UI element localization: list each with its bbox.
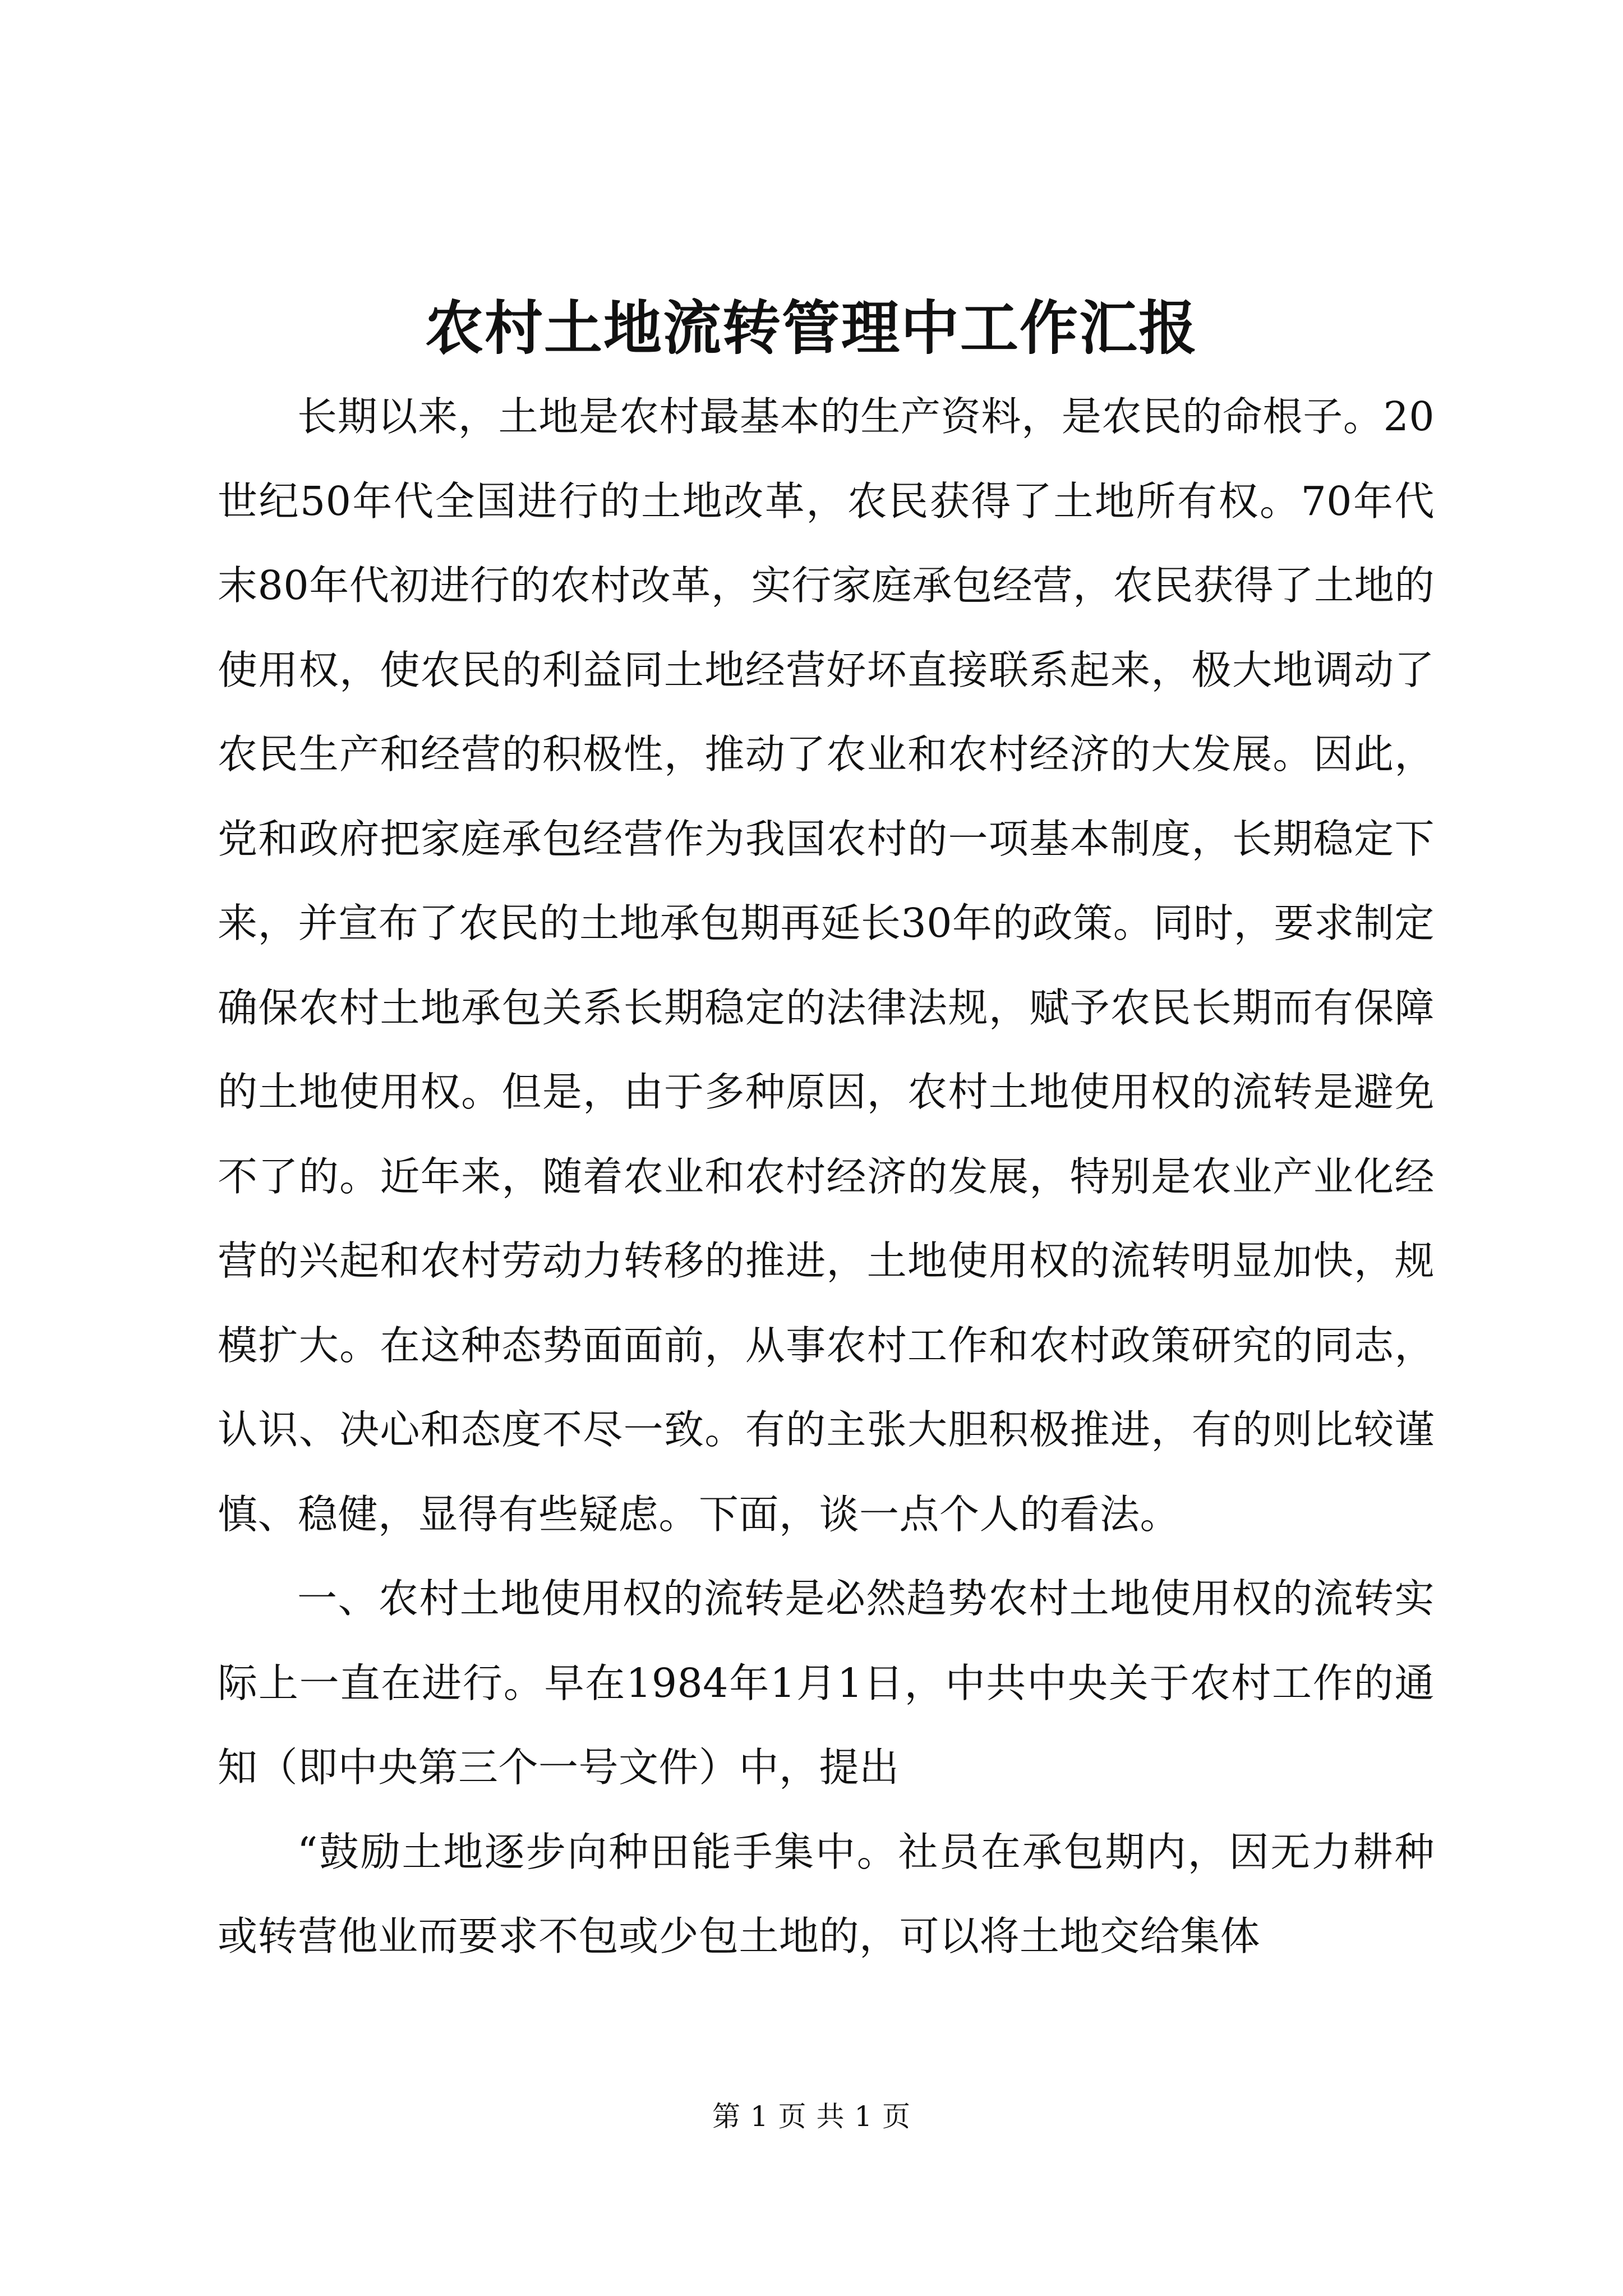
document-title: 农村土地流转管理中工作汇报 (425, 293, 1198, 362)
document-body (218, 375, 1435, 1979)
page-footer: 第 1 页 共 1 页 (712, 2100, 911, 2133)
paragraph-section-one: 一、农村土地使用权的流转是必然趋势农村土地使用权的流转实际上一直在进行。早在1984年1月1日，中共中央关于农村工作的通知（即中央第三个一号文件）中，提出 (218, 1575, 1435, 1791)
paragraph-intro: 长期以来，土地是农村最基本的生产资料，是农民的命根子。20世纪50年代全国进行的土地改革，农民获得了土地所有权。70年代末80年代初进行的农村改革，实行家庭承包经营，农民获得了土地的使用权，使农民的利益同土地经营好坏直接联系起来，极大地调动了农民生产和经营的积极性，推动了农业和农村经济的大发展。因此，党和政府把家庭承包经营作为我国农村的一项基本制度，长期稳定下来，并宣布了农民的土地承包期再延长30年的政策。同时，要求制定确保农村土地承包关系长期稳定的法律法规，赋予农民长期而有保障的土地使用权。但是，由于多种原因，农村土地使用权的流转是避免不了的。近年来，随着农业和农村经济的发展，特别是农业产业化经营的兴起和农村劳动力转移的推进，土地使用权的流转明显加快，规模扩大。在这种态势面面前，从事农村工作和农村政策研究的同志，认识、决心和态度不尽一致。有的主张大胆积极推进，有的则比较谨慎、稳健，显得有些疑虑。下面，谈一点个人的看法。 (218, 393, 1435, 1538)
paragraph-quote: “鼓励土地逐步向种田能手集中。社员在承包期内，因无力耕种或转营他业而要求不包或少包土地的，可以将土地交给集体 (218, 1828, 1435, 1959)
